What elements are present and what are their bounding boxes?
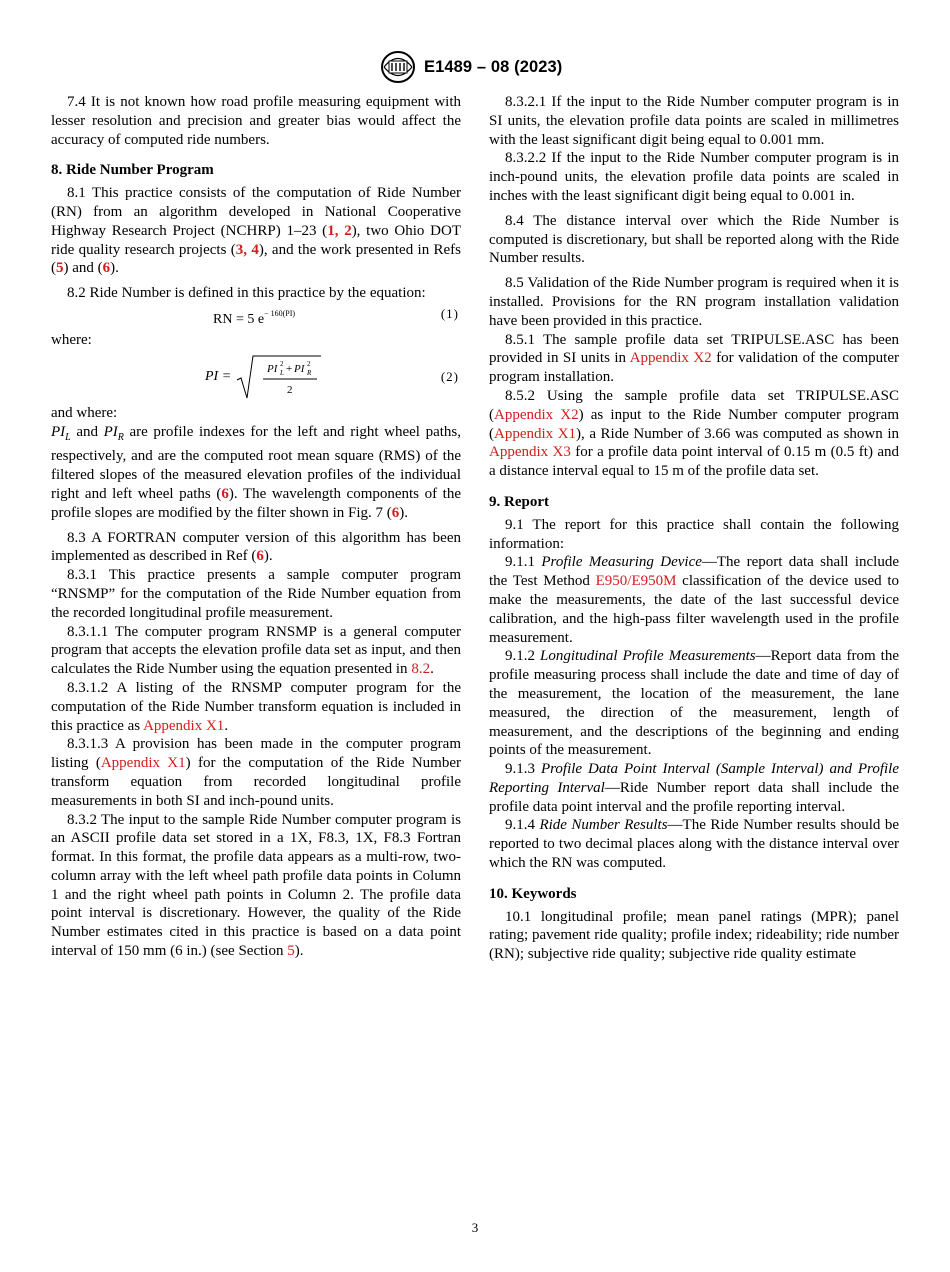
equation-2-number: (2) [440,368,459,384]
paragraph-8-3: 8.3 A FORTRAN computer version of this algorithm has been implemented as described in Ref (6). [51,529,461,565]
svg-text:+: + [285,362,292,375]
svg-text:R: R [306,368,311,377]
appendix-x1-link[interactable]: Appendix X1 [494,425,577,442]
page-header [0,50,950,86]
astm-logo [380,50,416,84]
paragraph-8-3-1-2: 8.3.1.2 A listing of the RNSMP computer program for the computation of the Ride Number transform equation is included in this practice as Appendix X1. [51,679,461,734]
paragraph-9-1-2: 9.1.2 Longitudinal Profile Measurements—Report data from the profile measuring process shall include the date and time of day of the measurement, the location of the measurement, the lane measured, the direction of the measurement, length of measurement, and the descriptions of the beginning and ending points of the measurement. [489,648,899,759]
section-link-8-2[interactable]: 8.2 [411,661,431,678]
paragraph-8-3-1-1: 8.3.1.1 The computer program RNSMP is a general computer program that accepts the elevation profile data set as input, and then calculates the Ride Number using the equation presented in 8.2. [51,623,461,678]
ref-link-1[interactable]: 1 [327,222,335,239]
ref-link-6[interactable]: 6 [221,485,229,502]
page-number: 3 [471,1220,479,1235]
equation-2-expression: PI = PI L 2 + PI R 2 2 [205,354,321,400]
section-heading-10: 10. Keywords [489,885,577,902]
paragraph-10-1: 10.1 longitudinal profile; mean panel ratings (MPR); panel rating; pavement ride quality; profile index; rideability; ride number (RN); subjective ride quality; subjective ride quality estimate [489,908,899,963]
paragraph-9-1-4: 9.1.4 Ride Number Results—The Ride Number results should be reported to two decimal places along with the distance interval over which the RN was computed. [489,817,899,872]
symbol-pi-left: $PI_L$ [51,423,71,443]
test-method-e950-link[interactable]: E950/E950M [595,573,677,590]
paragraph-8-2: 8.2 Ride Number is defined in this practice by the equation: [67,285,426,302]
appendix-x2-link[interactable]: Appendix X2 [494,406,579,423]
section-heading-8: 8. Ride Number Program [51,162,214,179]
paragraph-8-3-2-2: 8.3.2.2 If the input to the Ride Number computer program is in inch-pound units, the elevation profile data points are scaled in inches with the least significant digit being equal to 0.001 in. [489,150,899,204]
equation-2 [51,350,461,404]
svg-text:PI: PI [293,362,305,375]
appendix-x1-link[interactable]: Appendix X1 [143,717,225,734]
left-column [51,93,461,961]
paragraph-8-5-1: 8.5.1 The sample profile data set TRIPULSE.ASC has been provided in SI units in Appendix X2 for validation of the computer program installation. [489,331,899,386]
appendix-x1-link[interactable]: Appendix X1 [100,755,186,772]
paragraph-9-1: 9.1 The report for this practice shall contain the following information: [489,516,899,552]
where-label: where: [51,331,92,348]
paragraph-8-3-2-1: 8.3.2.1 If the input to the Ride Number computer program is in SI units, the elevation profile data points are scaled in millimetres with the least significant digit being equal to 0.001 mm. [489,94,899,148]
definition-profile-indexes: $PI_L$ and $PI_R$ are profile indexes for the left and right wheel paths, respectively, and are the computed root mean square (RMS) of the filtered slopes of the measured elevation profiles of the individual right and left wheel paths (6). The wavelength components of the profile slopes are modified by the filter shown in Fig. 7 (6). [51,423,462,521]
symbol-pi-right: $PI_R$ [103,423,124,443]
ref-link-4[interactable]: 4 [251,241,259,258]
svg-text:2: 2 [279,359,284,368]
svg-text:PI: PI [266,362,278,375]
appendix-x3-link[interactable]: Appendix X3 [489,444,571,461]
right-column [489,93,899,964]
paragraph-9-1-3: 9.1.3 Profile Data Point Interval (Sample Interval) and Profile Reporting Interval—Ride Number report data shall include the profile data point interval and the profile reporting interval. [489,761,899,815]
paragraph-7-4: 7.4 It is not known how road profile measuring equipment with lesser resolution and precision and greater bias would affect the accuracy of computed ride numbers. [51,94,461,148]
paragraph-8-4: 8.4 The distance interval over which the Ride Number is computed is discretionary, but shall be reported along with the Ride Number results. [489,212,899,267]
paragraph-9-1-1: 9.1.1 Profile Measuring Device—The report data shall include the Test Method E950/E950M classification of the device used to make the measurements, the date of the last successful device calibration, and the high-pass filter wavelength used in the profile measurement. [489,554,900,646]
svg-text:2: 2 [286,383,293,396]
paragraph-8-5-2: 8.5.2 Using the sample profile data set TRIPULSE.ASC (Appendix X2) as input to the Ride Number computer program (Appendix X1), a Ride Number of 3.66 was computed as shown in Appendix X3 for a profile data point interval of 0.15 m (0.5 ft) and a distance interval equal to 15 m of the profile data set. [489,387,899,480]
and-where-label: and where: [51,404,118,421]
ref-link-6[interactable]: 6 [256,548,264,565]
ref-link-6[interactable]: 6 [391,504,400,521]
paragraph-8-3-1: 8.3.1 This practice presents a sample computer program “RNSMP” for the computation of the Ride Number equation from the recorded longitudinal profile measurement. [51,567,461,621]
section-link-5[interactable]: 5 [287,943,295,960]
paragraph-8-3-2: 8.3.2 The input to the sample Ride Number computer program is an ASCII profile data set stored in a 1X, F8.3, 1X, F8.3 Fortran format. In this format, the profile data appears as a multi-row, two-column array with the left wheel path profile data points in Column 1 and the right wheel path points in Column 2. The profile data point interval is discretionary. However, the quality of the Ride Number estimates cited in this practice is based on a data point interval of 150 mm (6 in.) (see Section 5). [51,811,461,960]
paragraph-8-5: 8.5 Validation of the Ride Number program is required when it is installed. Provisions for the RN program installation validation have been provided in this practice. [489,275,899,329]
ref-link-5[interactable]: 5 [56,260,64,277]
paragraph-8-3-1-3: 8.3.1.3 A provision has been made in the computer program listing (Appendix X1) for the computation of the Ride Number transform equation from recorded longitudinal profile measurements in both SI and inch-pound units. [51,736,461,809]
equation-1-expression: RN = 5 $e^{- 160(PI)}$ [213,308,296,327]
paragraph-8-1: 8.1 This practice consists of the computation of Ride Number (RN) from an algorithm developed in National Cooperative Highway Research Project (NCHRP) 1–23 (1, 2), two Ohio DOT ride quality research projects (3, 4), and the work presented in Refs (5) and (6). [51,185,462,277]
equation-1-number: (1) [440,305,459,321]
square-root-sign [235,354,321,400]
svg-text:L: L [279,368,284,377]
document-designation: E1489 – 08 (2023) [424,58,563,76]
equation-1 [51,303,461,331]
ref-link-2[interactable]: 2 [344,222,352,239]
svg-text:2: 2 [306,359,311,368]
section-heading-9: 9. Report [489,493,549,510]
appendix-x2-link[interactable]: Appendix X2 [629,350,712,367]
ref-link-6[interactable]: 6 [102,260,111,277]
ref-link-3[interactable]: 3 [235,241,244,258]
